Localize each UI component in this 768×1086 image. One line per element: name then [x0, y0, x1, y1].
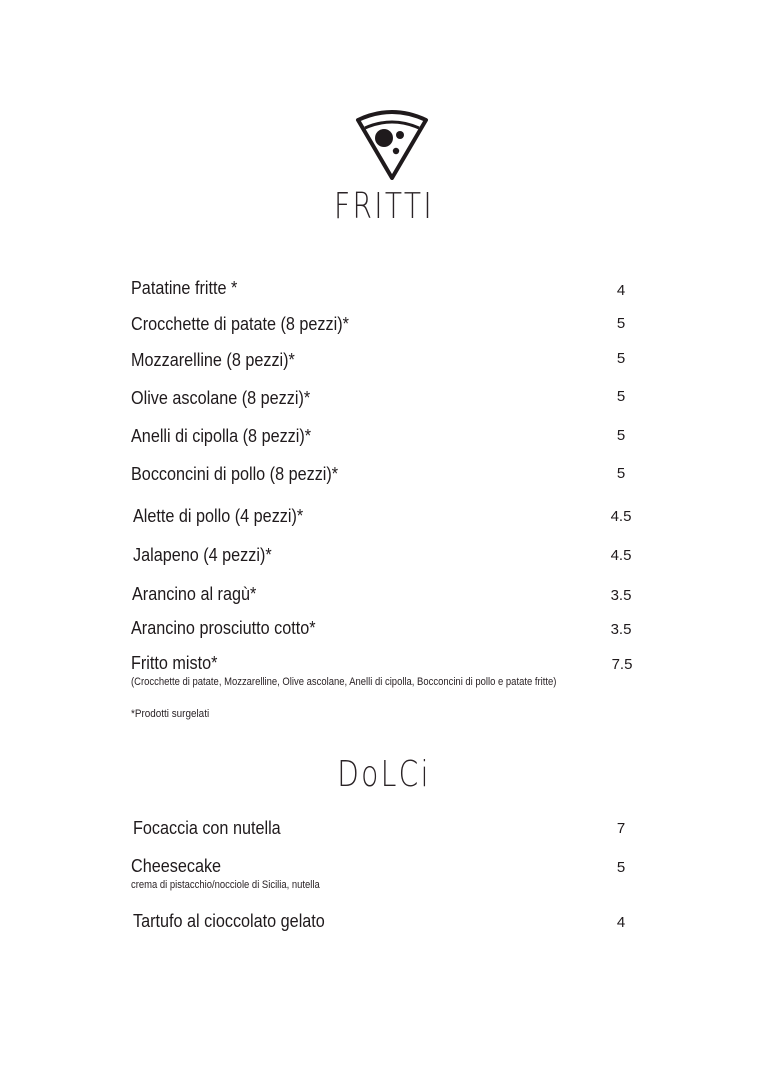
item-price: 3.5: [610, 621, 632, 638]
item-name: Tartufo al cioccolato gelato: [133, 911, 325, 931]
item-name: Arancino prosciutto cotto*: [131, 618, 316, 638]
item-price: 5: [616, 315, 626, 332]
item-description: (Crocchette di patate, Mozzarelline, Olive ascolane, Anelli di cipolla, Bocconcini di pollo e patate fritte): [131, 676, 557, 688]
item-price: 3.5: [610, 587, 632, 604]
item-name: Anelli di cipolla (8 pezzi)*: [131, 426, 312, 446]
item-price: 5: [616, 388, 626, 405]
fritti-title: FRITTI: [333, 186, 435, 227]
frozen-note: *Prodotti surgelati: [131, 708, 210, 720]
pizza-slice-icon: [355, 108, 429, 180]
item-name: Olive ascolane (8 pezzi)*: [131, 388, 311, 408]
item-name: Fritto misto*: [131, 653, 218, 673]
item-name: Alette di pollo (4 pezzi)*: [133, 506, 304, 526]
item-price: 4.5: [610, 547, 632, 564]
item-name: Jalapeno (4 pezzi)*: [133, 545, 272, 565]
item-name: Cheesecake: [131, 856, 222, 876]
item-price: 5: [616, 859, 626, 876]
item-price: 4: [616, 282, 626, 299]
item-name: Focaccia con nutella: [133, 818, 281, 838]
item-description: crema di pistacchio/nocciole di Sicilia, nutella: [131, 879, 320, 891]
item-price: 5: [616, 465, 626, 482]
item-name: Crocchette di patate (8 pezzi)*: [131, 314, 349, 334]
item-price: 5: [616, 350, 626, 367]
item-price: 5: [616, 427, 626, 444]
item-price: 4: [616, 914, 626, 931]
item-name: Arancino al ragù*: [132, 584, 257, 604]
item-name: Bocconcini di pollo (8 pezzi)*: [131, 464, 339, 484]
item-name: Mozzarelline (8 pezzi)*: [131, 350, 295, 370]
item-price: 4.5: [610, 508, 632, 525]
item-price: 7: [616, 820, 626, 837]
item-price: 7.5: [611, 656, 633, 673]
dolci-title: DoLCi: [337, 754, 431, 795]
item-name: Patatine fritte *: [131, 278, 238, 298]
